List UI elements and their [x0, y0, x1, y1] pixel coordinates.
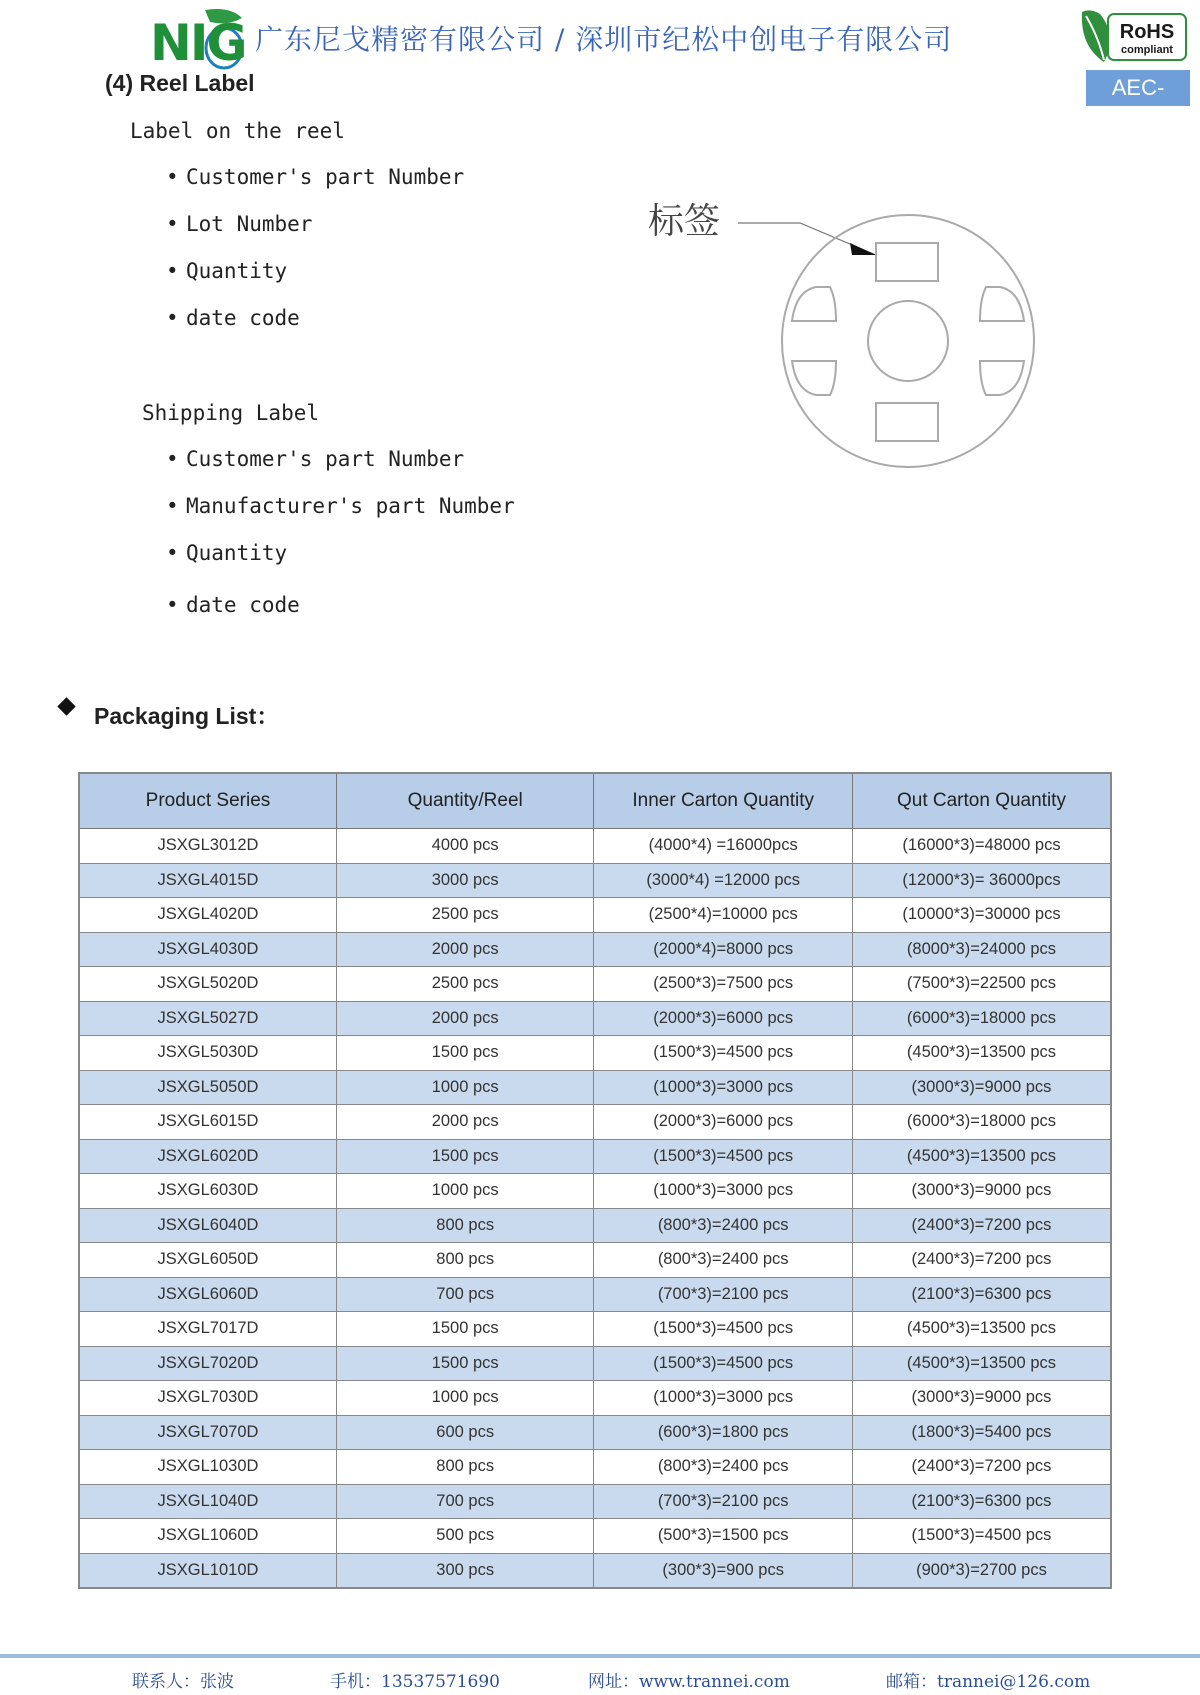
table-cell: (2500*3)=7500 pcs	[594, 967, 853, 1002]
table-cell: 500 pcs	[336, 1519, 594, 1554]
column-header: Quantity/Reel	[336, 773, 594, 829]
table-cell: 1000 pcs	[336, 1381, 594, 1416]
table-cell: (16000*3)=48000 pcs	[852, 829, 1111, 864]
table-cell: 700 pcs	[336, 1484, 594, 1519]
table-cell: (1500*3)=4500 pcs	[852, 1519, 1111, 1554]
table-cell: (6000*3)=18000 pcs	[852, 1105, 1111, 1140]
table-cell: JSXGL3012D	[79, 829, 336, 864]
footer-contact: 联系人：张波	[132, 1672, 234, 1692]
column-header: Inner Carton Quantity	[594, 773, 853, 829]
footer-divider	[0, 1654, 1200, 1658]
table-cell: (3000*3)=9000 pcs	[852, 1174, 1111, 1209]
column-header: Qut Carton Quantity	[852, 773, 1111, 829]
table-cell: JSXGL5027D	[79, 1001, 336, 1036]
column-header: Product Series	[79, 773, 336, 829]
table-cell: 800 pcs	[336, 1208, 594, 1243]
table-cell: 1500 pcs	[336, 1312, 594, 1347]
rohs-title: RoHS	[1119, 21, 1175, 43]
table-row	[79, 1174, 1111, 1209]
table-cell: (1000*3)=3000 pcs	[594, 1070, 853, 1105]
table-row	[79, 1105, 1111, 1140]
table-cell: (1500*3)=4500 pcs	[594, 1312, 853, 1347]
table-cell: (4500*3)=13500 pcs	[852, 1036, 1111, 1071]
table-cell: JSXGL1030D	[79, 1450, 336, 1485]
table-cell: 300 pcs	[336, 1553, 594, 1588]
table-row	[79, 863, 1111, 898]
table-cell: 4000 pcs	[336, 829, 594, 864]
table-cell: 1500 pcs	[336, 1036, 594, 1071]
table-cell: (2400*3)=7200 pcs	[852, 1450, 1111, 1485]
table-cell: (3000*3)=9000 pcs	[852, 1381, 1111, 1416]
rohs-badge	[1078, 6, 1188, 66]
table-cell: JSXGL5050D	[79, 1070, 336, 1105]
table-cell: 2500 pcs	[336, 898, 594, 933]
table-cell: (1500*3)=4500 pcs	[594, 1346, 853, 1381]
table-cell: 2000 pcs	[336, 1105, 594, 1140]
table-cell: (2000*3)=6000 pcs	[594, 1001, 853, 1036]
footer-website[interactable]: 网址：www.trannei.com	[588, 1672, 790, 1692]
table-cell: (6000*3)=18000 pcs	[852, 1001, 1111, 1036]
table-row	[79, 1346, 1111, 1381]
table-cell: JSXGL7030D	[79, 1381, 336, 1416]
shipping-label-heading: Shipping Label	[142, 401, 320, 425]
table-cell: JSXGL5020D	[79, 967, 336, 1002]
list-item: • Lot Number	[166, 212, 464, 259]
table-cell: (4500*3)=13500 pcs	[852, 1312, 1111, 1347]
diamond-bullet-icon	[57, 697, 75, 715]
table-row	[79, 1139, 1111, 1174]
table-header-row	[79, 773, 1111, 829]
table-cell: 1500 pcs	[336, 1346, 594, 1381]
table-row	[79, 1450, 1111, 1485]
table-cell: (1500*3)=4500 pcs	[594, 1036, 853, 1071]
table-cell: (4500*3)=13500 pcs	[852, 1346, 1111, 1381]
table-row	[79, 1277, 1111, 1312]
packaging-table	[78, 772, 1112, 1589]
table-cell: (2500*4)=10000 pcs	[594, 898, 853, 933]
table-row	[79, 1484, 1111, 1519]
list-item: • Quantity	[166, 259, 464, 306]
table-cell: (500*3)=1500 pcs	[594, 1519, 853, 1554]
table-cell: (700*3)=2100 pcs	[594, 1277, 853, 1312]
table-cell: 700 pcs	[336, 1277, 594, 1312]
reel-label-list	[166, 165, 464, 353]
aec-q200-badge: AEC-Q200	[1086, 70, 1190, 106]
arrow-icon	[850, 243, 876, 255]
table-cell: (3000*4) =12000 pcs	[594, 863, 853, 898]
table-row	[79, 1381, 1111, 1416]
table-row	[79, 898, 1111, 933]
table-cell: (2400*3)=7200 pcs	[852, 1243, 1111, 1278]
table-cell: (800*3)=2400 pcs	[594, 1450, 853, 1485]
table-cell: (1500*3)=4500 pcs	[594, 1139, 853, 1174]
table-cell: JSXGL1010D	[79, 1553, 336, 1588]
table-cell: (4500*3)=13500 pcs	[852, 1139, 1111, 1174]
table-cell: (700*3)=2100 pcs	[594, 1484, 853, 1519]
rohs-subtitle: compliant	[1121, 44, 1173, 56]
list-item: • Quantity	[166, 541, 515, 588]
list-item: • date code	[166, 306, 464, 353]
table-cell: (2000*4)=8000 pcs	[594, 932, 853, 967]
table-row	[79, 932, 1111, 967]
table-cell: (7500*3)=22500 pcs	[852, 967, 1111, 1002]
list-item: • Customer's part Number	[166, 165, 464, 212]
table-cell: JSXGL1040D	[79, 1484, 336, 1519]
table-cell: 600 pcs	[336, 1415, 594, 1450]
table-cell: JSXGL5030D	[79, 1036, 336, 1071]
table-row	[79, 1208, 1111, 1243]
table-cell: (10000*3)=30000 pcs	[852, 898, 1111, 933]
table-cell: 3000 pcs	[336, 863, 594, 898]
table-row	[79, 1001, 1111, 1036]
table-cell: 2500 pcs	[336, 967, 594, 1002]
table-cell: (4000*4) =16000pcs	[594, 829, 853, 864]
table-cell: (900*3)=2700 pcs	[852, 1553, 1111, 1588]
table-cell: JSXGL6060D	[79, 1277, 336, 1312]
table-cell: 1500 pcs	[336, 1139, 594, 1174]
packaging-list-title: Packaging List：	[94, 703, 280, 729]
packaging-table-wrapper	[78, 772, 1114, 1589]
table-cell: JSXGL4030D	[79, 932, 336, 967]
table-cell: (600*3)=1800 pcs	[594, 1415, 853, 1450]
table-body	[79, 829, 1111, 1589]
table-cell: (1000*3)=3000 pcs	[594, 1174, 853, 1209]
table-cell: JSXGL4015D	[79, 863, 336, 898]
table-cell: 2000 pcs	[336, 932, 594, 967]
table-cell: (1800*3)=5400 pcs	[852, 1415, 1111, 1450]
table-row	[79, 1243, 1111, 1278]
footer-phone: 手机：13537571690	[330, 1672, 500, 1692]
table-row	[79, 1070, 1111, 1105]
table-cell: JSXGL6020D	[79, 1139, 336, 1174]
table-cell: (800*3)=2400 pcs	[594, 1243, 853, 1278]
list-item: • Manufacturer's part Number	[166, 494, 515, 541]
table-cell: (2000*3)=6000 pcs	[594, 1105, 853, 1140]
table-cell: JSXGL4020D	[79, 898, 336, 933]
table-cell: JSXGL7070D	[79, 1415, 336, 1450]
table-cell: (1000*3)=3000 pcs	[594, 1381, 853, 1416]
table-cell: 2000 pcs	[336, 1001, 594, 1036]
table-row	[79, 829, 1111, 864]
list-item: • Customer's part Number	[166, 447, 515, 494]
reel-diagram	[640, 195, 1040, 475]
table-row	[79, 1415, 1111, 1450]
table-cell: JSXGL6040D	[79, 1208, 336, 1243]
footer-email[interactable]: 邮箱：trannei@126.com	[886, 1672, 1091, 1692]
table-cell: (8000*3)=24000 pcs	[852, 932, 1111, 967]
table-cell: (300*3)=900 pcs	[594, 1553, 853, 1588]
table-cell: 800 pcs	[336, 1243, 594, 1278]
table-cell: JSXGL7017D	[79, 1312, 336, 1347]
logo-text: NIG	[150, 14, 246, 72]
table-cell: JSXGL1060D	[79, 1519, 336, 1554]
diagram-label: 标签	[648, 201, 721, 242]
table-cell: JSXGL6015D	[79, 1105, 336, 1140]
label-on-reel-heading: Label on the reel	[130, 119, 345, 143]
table-row	[79, 967, 1111, 1002]
list-item: • date code	[166, 593, 515, 640]
table-cell: (2100*3)=6300 pcs	[852, 1277, 1111, 1312]
table-cell: (12000*3)= 36000pcs	[852, 863, 1111, 898]
shipping-label-list	[166, 447, 515, 640]
table-cell: 1000 pcs	[336, 1174, 594, 1209]
table-cell: (800*3)=2400 pcs	[594, 1208, 853, 1243]
table-cell: 1000 pcs	[336, 1070, 594, 1105]
table-row	[79, 1312, 1111, 1347]
table-cell: (3000*3)=9000 pcs	[852, 1070, 1111, 1105]
table-cell: (2400*3)=7200 pcs	[852, 1208, 1111, 1243]
reel-label-title: (4) Reel Label	[105, 70, 255, 96]
table-row	[79, 1553, 1111, 1588]
table-cell: JSXGL6030D	[79, 1174, 336, 1209]
table-row	[79, 1036, 1111, 1071]
table-cell: (2100*3)=6300 pcs	[852, 1484, 1111, 1519]
table-cell: JSXGL6050D	[79, 1243, 336, 1278]
table-cell: JSXGL7020D	[79, 1346, 336, 1381]
table-row	[79, 1519, 1111, 1554]
company-name: 广东尼戈精密有限公司 / 深圳市纪松中创电子有限公司	[255, 23, 953, 56]
table-cell: 800 pcs	[336, 1450, 594, 1485]
